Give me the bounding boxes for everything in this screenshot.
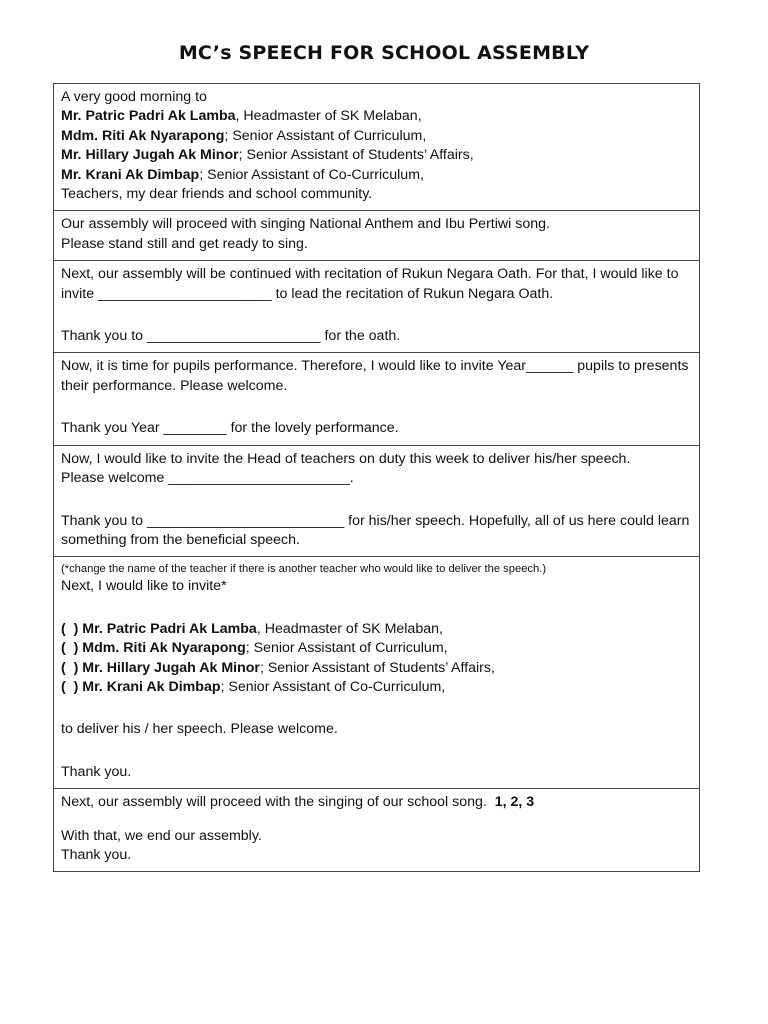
anthem-line: Please stand still and get ready to sing. [61, 235, 308, 252]
person-name: Mr. Patric Padri Ak Lamba [61, 108, 236, 125]
teacher-duty-section [54, 445, 699, 557]
speaker-name: Mdm. Riti Ak Nyarapong [82, 640, 246, 657]
greeting-person [61, 166, 692, 185]
speech-table [53, 83, 700, 872]
performance-section [54, 352, 699, 444]
assembly-thanks: Thank you. [61, 846, 132, 863]
person-name: Mdm. Riti Ak Nyarapong [61, 127, 225, 144]
person-role: , Headmaster of SK Melaban, [235, 108, 422, 125]
invite-thanks: Thank you. [61, 763, 132, 780]
greeting-section [54, 84, 699, 210]
performance-thanks: Thank you Year ________ for the lovely performance. [61, 420, 399, 437]
teacher-duty-welcome: Please welcome _______________________. [61, 470, 354, 487]
greeting-person [61, 127, 692, 146]
invite-intro: Next, I would like to invite* [61, 578, 227, 595]
invite-speaker-section [54, 556, 699, 788]
speaker-option [61, 620, 692, 639]
speaker-role: , Headmaster of SK Melaban, [256, 620, 443, 637]
speaker-checkbox[interactable]: ( ) [61, 620, 79, 637]
school-song-text: Next, our assembly will proceed with the singing of our school song. [61, 794, 487, 811]
speaker-option [61, 678, 692, 697]
performance-invite: Now, it is time for pupils performance. Therefore, I would like to invite Year______ pupils to presents their performance. Please welcome. [61, 358, 689, 394]
anthem-section [54, 210, 699, 260]
speaker-option [61, 639, 692, 658]
person-name: Mr. Hillary Jugah Ak Minor [61, 147, 239, 164]
teacher-duty-thanks: Thank you to _________________________ for his/her speech. Hopefully, all of us here could learn something from the beneficial speech. [61, 512, 690, 548]
assembly-end: With that, we end our assembly. [61, 827, 262, 844]
speaker-checkbox[interactable]: ( ) [61, 678, 79, 695]
greeting-intro: A very good morning to [61, 89, 207, 105]
speaker-checkbox[interactable]: ( ) [61, 640, 79, 657]
invite-deliver: to deliver his / her speech. Please welcome. [61, 721, 338, 738]
greeting-person [61, 146, 692, 165]
rukun-negara-invite: Next, our assembly will be continued with recitation of Rukun Negara Oath. For that, I would like to invite ______________________ to lead the recitation of Rukun Negara Oath. [61, 266, 679, 302]
speaker-checkbox[interactable]: ( ) [61, 659, 79, 676]
person-role: ; Senior Assistant of Students’ Affairs, [238, 147, 474, 164]
greeting-closing: Teachers, my dear friends and school community. [61, 186, 373, 203]
page-title: MC’s SPEECH FOR SCHOOL ASSEMBLY [178, 42, 590, 64]
school-song-section [54, 788, 699, 871]
school-song-count: 1, 2, 3 [494, 794, 535, 811]
person-role: ; Senior Assistant of Curriculum, [224, 127, 427, 144]
person-name: Mr. Krani Ak Dimbap [61, 166, 200, 183]
speaker-option [61, 659, 692, 678]
teacher-duty-invite: Now, I would like to invite the Head of teachers on duty this week to deliver his/her speech. [61, 450, 631, 467]
greeting-person [61, 107, 692, 126]
speaker-role: ; Senior Assistant of Students’ Affairs, [259, 659, 495, 676]
speaker-name: Mr. Krani Ak Dimbap [82, 678, 221, 695]
invite-note: (*change the name of the teacher if there is another teacher who would like to deliver the speech.) [61, 563, 547, 576]
speaker-role: ; Senior Assistant of Curriculum, [245, 640, 448, 657]
person-role: ; Senior Assistant of Co-Curriculum, [199, 166, 424, 183]
speaker-role: ; Senior Assistant of Co-Curriculum, [220, 678, 446, 695]
anthem-line: Our assembly will proceed with singing National Anthem and Ibu Pertiwi song. [61, 216, 550, 233]
rukun-negara-section [54, 260, 699, 352]
school-song-line [61, 793, 692, 812]
speaker-name: Mr. Patric Padri Ak Lamba [82, 620, 257, 637]
speaker-name: Mr. Hillary Jugah Ak Minor [82, 659, 260, 676]
rukun-negara-thanks: Thank you to ______________________ for the oath. [61, 328, 401, 345]
